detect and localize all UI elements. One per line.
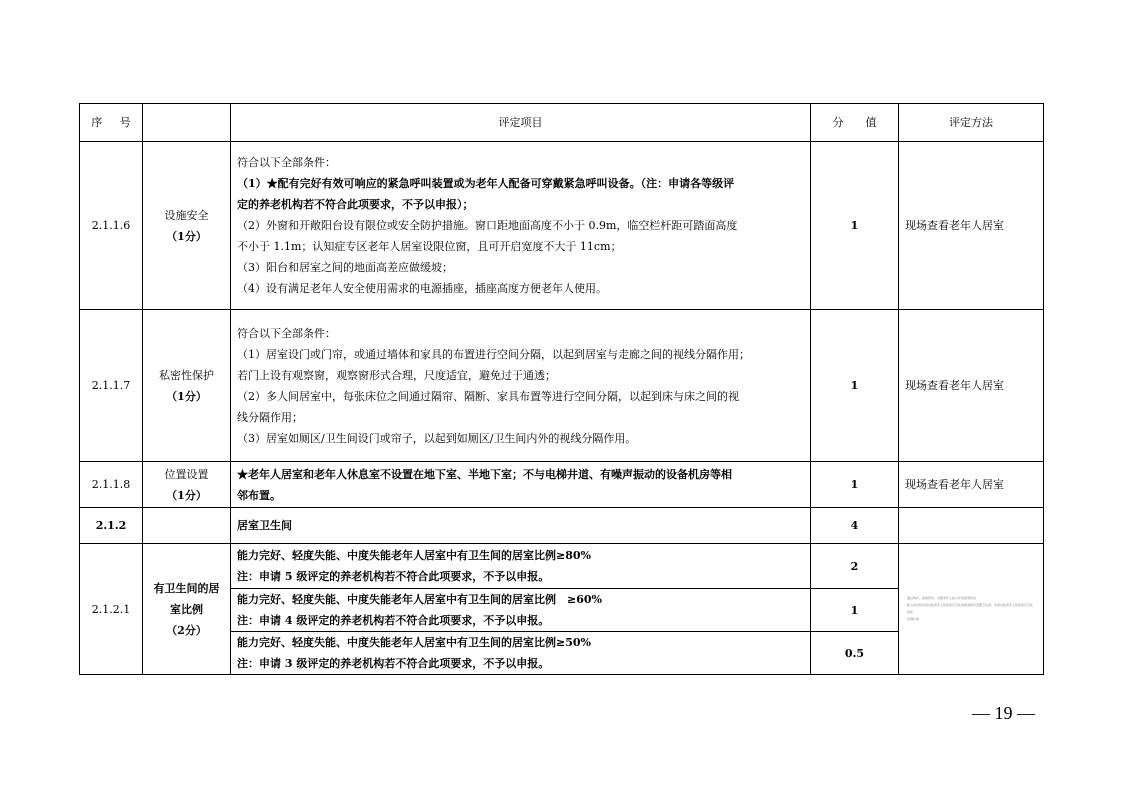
item-line: （1）居室设门或门帘，或通过墙体和家具的布置进行空间分隔，以起到居室与走廊之间的视线分隔作用； bbox=[237, 347, 750, 361]
row-points: （1分） bbox=[166, 229, 207, 243]
header-method: 评定方法 bbox=[899, 104, 1044, 142]
table-row bbox=[80, 310, 1044, 462]
row-item bbox=[231, 310, 811, 462]
sub-score: 1 bbox=[811, 589, 899, 632]
header-score: 分 值 bbox=[811, 104, 899, 142]
row-score: 1 bbox=[811, 310, 899, 462]
row-name-cell bbox=[143, 310, 231, 462]
row-item: 居室卫生间 bbox=[231, 508, 811, 544]
row-method: 现场查看老年人居室 bbox=[899, 142, 1044, 310]
row-name: 室比例 bbox=[170, 602, 203, 616]
row-method: 现场查看老年人居室 bbox=[899, 462, 1044, 508]
evaluation-table bbox=[79, 103, 1044, 675]
item-line: （2）外窗和开敞阳台设有限位或安全防护措施。窗口距地面高度不小于 0.9m，临空栏杆距可踏面高度 bbox=[237, 219, 738, 232]
method-line: 比例计算 bbox=[907, 617, 920, 621]
table-row bbox=[80, 508, 1044, 544]
row-points: （1分） bbox=[166, 488, 207, 502]
header-blank bbox=[143, 104, 231, 142]
row-id: 2.1.1.7 bbox=[80, 310, 143, 462]
item-line: （3）居室如厕区/卫生间设门或帘子，以起到如厕区/卫生间内外的视线分隔作用。 bbox=[237, 431, 637, 445]
item-line: （4）设有满足老年人安全使用需求的电源插座，插座高度方便老年人使用。 bbox=[237, 282, 607, 295]
sub-score: 2 bbox=[811, 544, 899, 589]
row-name-cell bbox=[143, 462, 231, 508]
item-line: 注：申请 5 级评定的养老机构若不符合此项要求，不予以申报。 bbox=[237, 570, 550, 583]
row-name-cell bbox=[143, 544, 231, 675]
item-line: 符合以下全部条件： bbox=[237, 156, 336, 169]
row-name: 有卫生间的居 bbox=[153, 581, 220, 595]
table-header-row bbox=[80, 104, 1044, 142]
header-seq bbox=[80, 104, 143, 142]
header-seq-a: 序 bbox=[91, 116, 103, 129]
item-line: 定的养老机构若不符合此项要求，不予以申报）； bbox=[237, 198, 474, 211]
item-line: 能力完好、轻度失能、中度失能老年人居室中有卫生间的居室比例≥80% bbox=[237, 549, 591, 562]
item-line: 能力完好、轻度失能、中度失能老年人居室中有卫生间的居室比例 ≥60% bbox=[237, 593, 602, 606]
row-id: 2.1.2 bbox=[80, 508, 143, 544]
row-name-cell bbox=[143, 142, 231, 310]
item-line: 邻布置。 bbox=[237, 488, 281, 502]
sub-item bbox=[231, 544, 811, 589]
row-name: 位置设置 bbox=[164, 467, 209, 481]
item-line: 注：申请 3 级评定的养老机构若不符合此项要求，不予以申报。 bbox=[237, 657, 550, 670]
header-item: 评定项目 bbox=[231, 104, 811, 142]
row-method: 现场查看老年人居室 bbox=[899, 310, 1044, 462]
table-row bbox=[80, 462, 1044, 508]
row-item bbox=[231, 462, 811, 508]
row-score: 1 bbox=[811, 462, 899, 508]
row-method bbox=[899, 544, 1044, 675]
page-number: — 19 — bbox=[972, 703, 1035, 723]
method-line: 通过询问、查看资料、对照老年人能力评估结果核查 bbox=[907, 596, 977, 600]
method-line: 能力完好和轻度失能老年人居室需设卫生间或者相邻设置卫生间；中度失能老年人居室需设卫生间的 bbox=[907, 603, 1034, 614]
sub-item bbox=[231, 632, 811, 675]
item-line: 不小于 1.1m；认知症专区老年人居室设限位窗，且可开启宽度不大于 11cm； bbox=[237, 240, 622, 253]
row-name: 设施安全 bbox=[164, 208, 209, 222]
item-line: 线分隔作用； bbox=[237, 410, 303, 424]
row-method bbox=[899, 508, 1044, 544]
header-seq-b: 号 bbox=[119, 116, 131, 129]
row-score: 4 bbox=[811, 508, 899, 544]
row-points: （2分） bbox=[166, 623, 207, 637]
row-name-cell bbox=[143, 508, 231, 544]
item-line: 注：申请 4 级评定的养老机构若不符合此项要求，不予以申报。 bbox=[237, 614, 550, 627]
row-item bbox=[231, 142, 811, 310]
table-row bbox=[80, 142, 1044, 310]
row-id: 2.1.2.1 bbox=[80, 544, 143, 675]
item-line: （1）★配有完好有效可响应的紧急呼叫装置或为老年人配备可穿戴紧急呼叫设备。（注：申请各等级评 bbox=[237, 177, 735, 190]
row-points: （1分） bbox=[166, 389, 207, 403]
item-line: 能力完好、轻度失能、中度失能老年人居室中有卫生间的居室比例≥50% bbox=[237, 636, 591, 649]
item-line: （3）阳台和居室之间的地面高差应做缓坡； bbox=[237, 261, 453, 274]
item-line: （2）多人间居室中，每张床位之间通过隔帘、隔断、家具布置等进行空间分隔，以起到床与床之间的视 bbox=[237, 389, 739, 403]
sub-score: 0.5 bbox=[811, 632, 899, 675]
row-name: 私密性保护 bbox=[159, 368, 214, 382]
row-id: 2.1.1.8 bbox=[80, 462, 143, 508]
item-line: ★老年人居室和老年人休息室不设置在地下室、半地下室；不与电梯井道、有噪声振动的设备机房等相 bbox=[237, 467, 732, 481]
item-line: 符合以下全部条件： bbox=[237, 326, 336, 340]
row-id: 2.1.1.6 bbox=[80, 142, 143, 310]
item-line: 若门上设有观察窗，观察窗形式合理，尺度适宜，避免过于通透； bbox=[237, 368, 556, 382]
table-row bbox=[80, 544, 1044, 589]
sub-item bbox=[231, 589, 811, 632]
row-score: 1 bbox=[811, 142, 899, 310]
